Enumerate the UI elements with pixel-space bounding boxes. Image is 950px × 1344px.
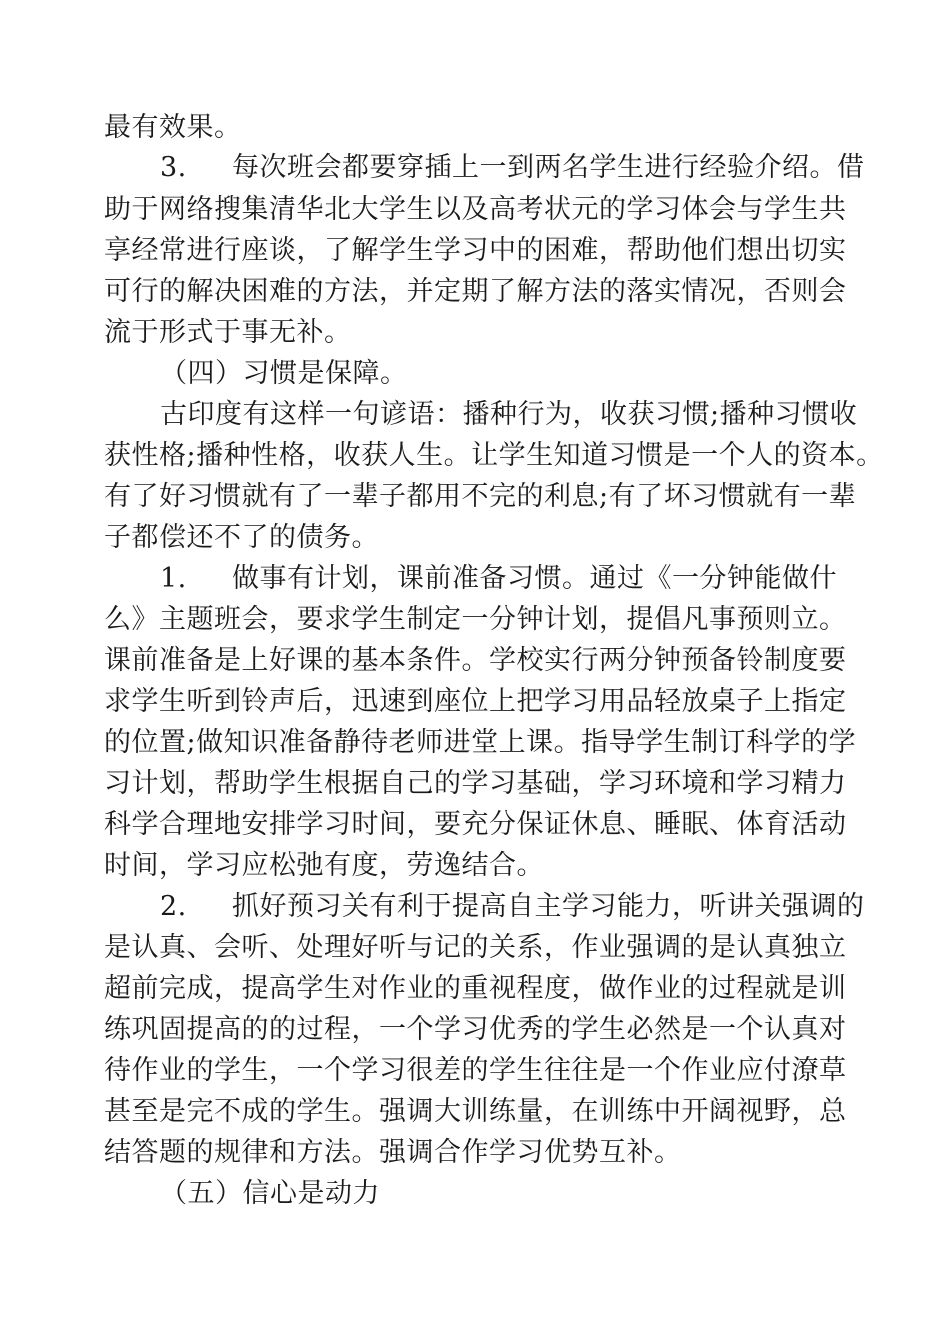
text-line: 甚至是完不成的学生。强调大训练量，在训练中开阔视野，总	[104, 1096, 847, 1127]
list-item-3	[160, 150, 865, 186]
list-number: 2.	[160, 891, 187, 922]
text-line: 每次班会都要穿插上一到两名学生进行经验介绍。借	[232, 152, 865, 183]
text-line: 获性格;播种性格，收获人生。让学生知道习惯是一个人的资本。	[104, 440, 884, 471]
list-item-2	[160, 889, 865, 925]
list-number: 1.	[160, 563, 187, 594]
text-line: 课前准备是上好课的基本条件。学校实行两分钟预备铃制度要	[104, 645, 847, 676]
text-line: 享经常进行座谈，了解学生学习中的困难，帮助他们想出切实	[104, 235, 847, 266]
text-line: 结答题的规律和方法。强调合作学习优势互补。	[104, 1137, 682, 1168]
text-line: 有了好习惯就有了一辈子都用不完的利息;有了坏习惯就有一辈	[104, 481, 857, 512]
text-line: 古印度有这样一句谚语：播种行为，收获习惯;播种习惯收	[160, 399, 858, 430]
text-line: 助于网络搜集清华北大学生以及高考状元的学习体会与学生共	[104, 194, 847, 225]
text-line: 科学合理地安排学习时间，要充分保证休息、睡眠、体育活动	[104, 809, 847, 840]
text-line: 是认真、会听、处理好听与记的关系，作业强调的是认真独立	[104, 932, 847, 963]
text-line: 超前完成，提高学生对作业的重视程度，做作业的过程就是训	[104, 973, 847, 1004]
text-line: 求学生听到铃声后，迅速到座位上把学习用品轻放桌子上指定	[104, 686, 847, 717]
text-line: 最有效果。	[104, 112, 242, 143]
section-heading: （五）信心是动力	[160, 1178, 380, 1209]
text-line: 可行的解决困难的方法，并定期了解方法的落实情况，否则会	[104, 276, 847, 307]
text-line: 流于形式于事无补。	[104, 317, 352, 348]
text-line: 时间，学习应松弛有度，劳逸结合。	[104, 850, 544, 881]
text-line: 练巩固提高的的过程，一个学习优秀的学生必然是一个认真对	[104, 1014, 847, 1045]
list-number: 3.	[160, 152, 187, 183]
text-line: 抓好预习关有利于提高自主学习能力，听讲关强调的	[232, 891, 865, 922]
text-line: 么》主题班会，要求学生制定一分钟计划，提倡凡事预则立。	[104, 604, 847, 635]
text-line: 的位置;做知识准备静待老师进堂上课。指导学生制订科学的学	[104, 727, 857, 758]
text-line: 做事有计划，课前准备习惯。通过《一分钟能做什	[232, 563, 837, 594]
section-heading: （四）习惯是保障。	[160, 358, 408, 389]
text-line: 子都偿还不了的债务。	[104, 522, 379, 553]
text-line: 待作业的学生，一个学习很差的学生往往是一个作业应付潦草	[104, 1055, 847, 1086]
text-line: 习计划，帮助学生根据自己的学习基础，学习环境和学习精力	[104, 768, 847, 799]
list-item-1	[160, 561, 837, 597]
